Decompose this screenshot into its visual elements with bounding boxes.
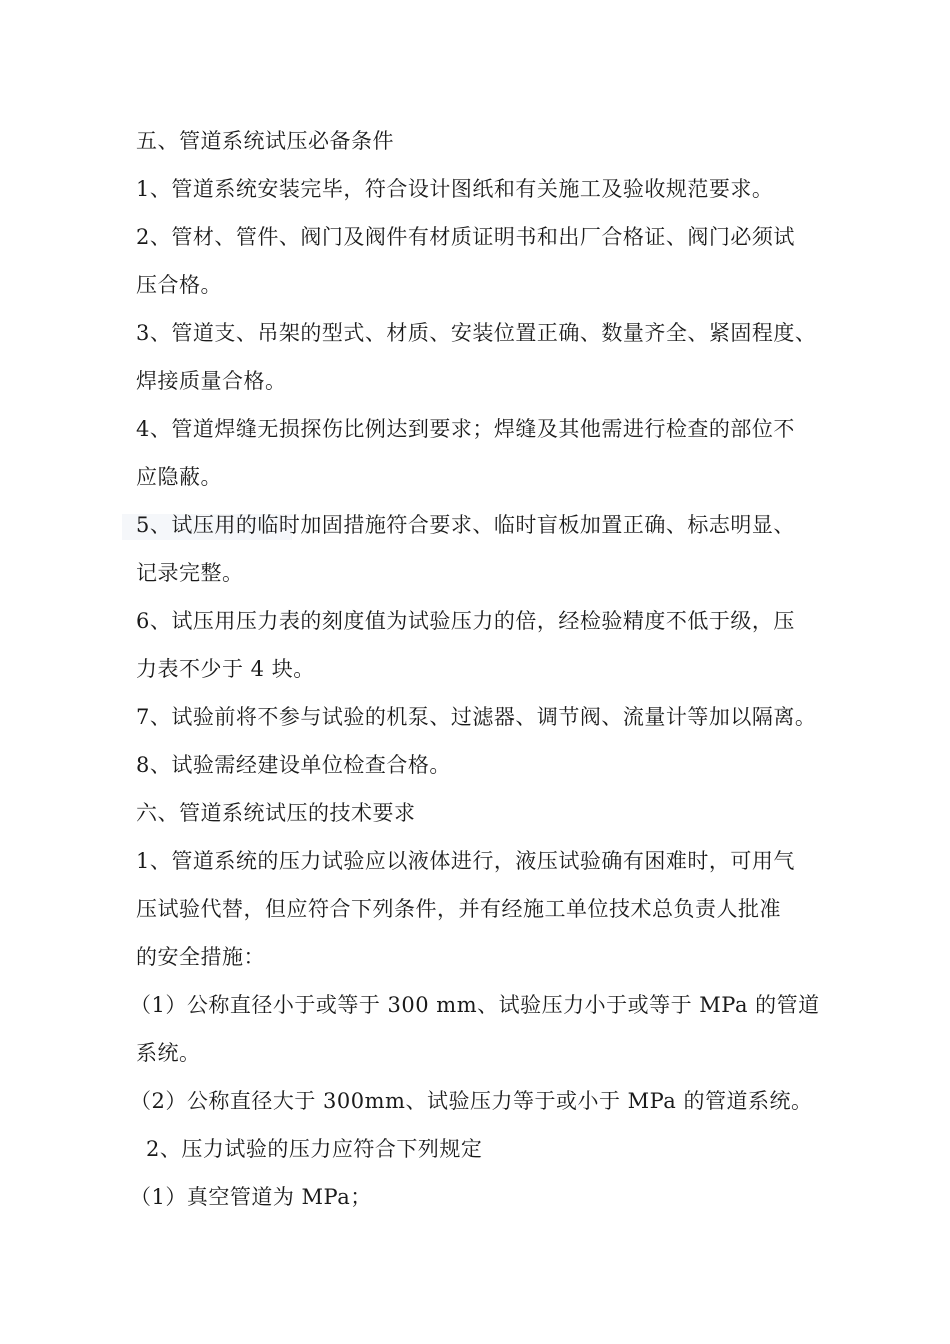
- text-line: 焊接质量合格。: [136, 369, 287, 393]
- text-line: （1）公称直径小于或等于 300 mm、试验压力小于或等于 MPa 的管道: [130, 993, 820, 1017]
- text-line: 2、管材、管件、阀门及阀件有材质证明书和出厂合格证、阀门必须试: [136, 225, 795, 249]
- text-line: 7、试验前将不参与试验的机泵、过滤器、调节阀、流量计等加以隔离。: [136, 705, 817, 729]
- text-line: （2）公称直径大于 300mm、试验压力等于或小于 MPa 的管道系统。: [130, 1089, 813, 1113]
- text-line: 3、管道支、吊架的型式、材质、安装位置正确、数量齐全、紧固程度、: [136, 321, 817, 345]
- section-heading-6: 六、管道系统试压的技术要求: [136, 801, 416, 825]
- text-line: （1）真空管道为 MPa；: [130, 1185, 372, 1209]
- text-line: 系统。: [136, 1041, 201, 1065]
- text-line: 应隐蔽。: [136, 465, 222, 489]
- text-line: 4、管道焊缝无损探伤比例达到要求；焊缝及其他需进行检查的部位不: [136, 417, 795, 441]
- text-line: 1、管道系统安装完毕，符合设计图纸和有关施工及验收规范要求。: [136, 177, 774, 201]
- text-line: 记录完整。: [136, 561, 244, 585]
- text-line: 力表不少于 4 块。: [136, 657, 315, 681]
- text-line: 8、试验需经建设单位检查合格。: [136, 753, 451, 777]
- text-line: 压试验代替，但应符合下列条件，并有经施工单位技术总负责人批准: [136, 897, 781, 921]
- text-line: 2、压力试验的压力应符合下列规定: [146, 1137, 483, 1161]
- text-line: 6、试压用压力表的刻度值为试验压力的倍，经检验精度不低于级，压: [136, 609, 795, 633]
- text-line: 压合格。: [136, 273, 222, 297]
- text-line: 的安全措施：: [136, 945, 265, 969]
- text-line: 5、试压用的临时加固措施符合要求、临时盲板加置正确、标志明显、: [136, 513, 795, 537]
- text-line: 1、管道系统的压力试验应以液体进行，液压试验确有困难时，可用气: [136, 849, 795, 873]
- section-heading-5: 五、管道系统试压必备条件: [136, 129, 394, 153]
